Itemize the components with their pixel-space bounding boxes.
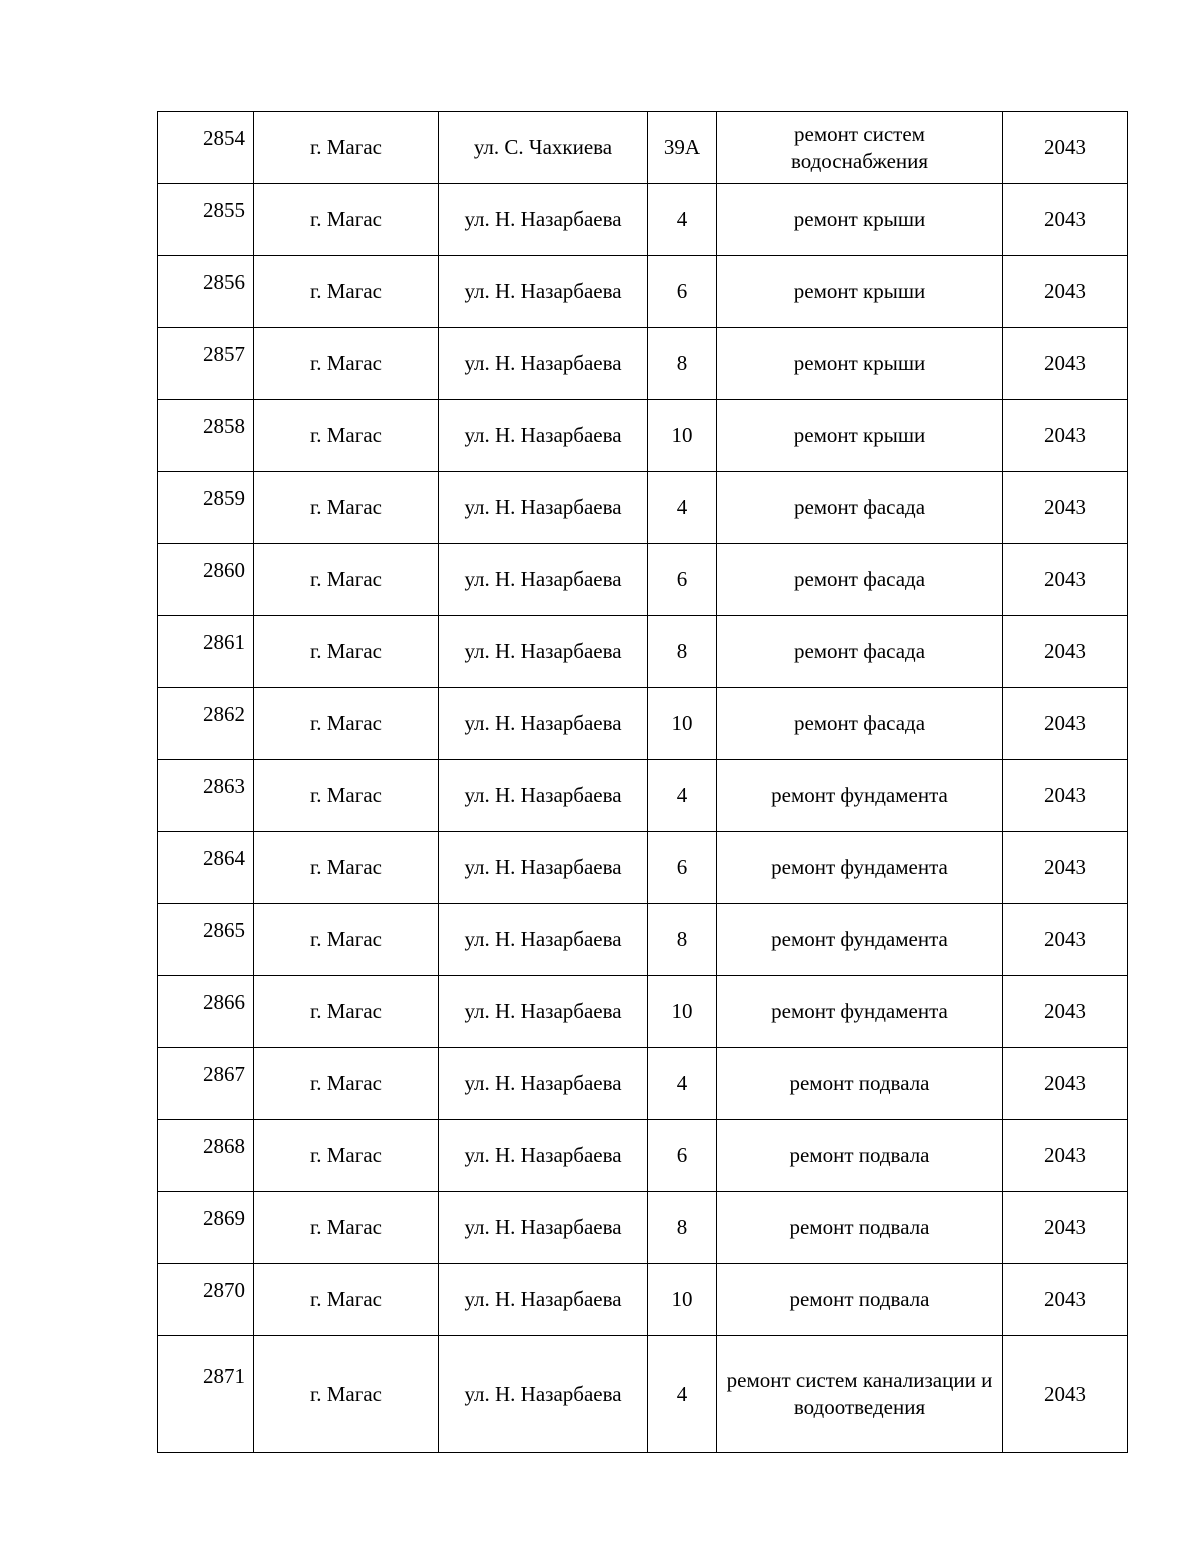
year-cell: 2043	[1003, 1120, 1128, 1192]
table-row	[158, 1264, 1128, 1336]
table-row	[158, 616, 1128, 688]
table-row	[158, 688, 1128, 760]
street-cell: ул. Н. Назарбаева	[439, 472, 648, 544]
house-number-cell: 4	[648, 1048, 717, 1120]
work-type-cell: ремонт крыши	[717, 328, 1003, 400]
work-type-cell: ремонт фасада	[717, 544, 1003, 616]
house-number-cell: 10	[648, 400, 717, 472]
table-body	[158, 112, 1128, 1453]
row-number: 2869	[158, 1192, 254, 1264]
street-cell: ул. Н. Назарбаева	[439, 976, 648, 1048]
table-row	[158, 1120, 1128, 1192]
house-number-cell: 10	[648, 976, 717, 1048]
street-cell: ул. Н. Назарбаева	[439, 904, 648, 976]
house-number-cell: 8	[648, 904, 717, 976]
row-number: 2871	[158, 1336, 254, 1453]
city-cell: г. Магас	[254, 112, 439, 184]
house-number-cell: 10	[648, 1264, 717, 1336]
house-number-cell: 8	[648, 616, 717, 688]
table-row	[158, 1192, 1128, 1264]
row-number: 2855	[158, 184, 254, 256]
year-cell: 2043	[1003, 1264, 1128, 1336]
street-cell: ул. Н. Назарбаева	[439, 1264, 648, 1336]
house-number-cell: 4	[648, 472, 717, 544]
year-cell: 2043	[1003, 760, 1128, 832]
year-cell: 2043	[1003, 472, 1128, 544]
year-cell: 2043	[1003, 976, 1128, 1048]
row-number: 2859	[158, 472, 254, 544]
table-row	[158, 544, 1128, 616]
work-type-cell: ремонт фасада	[717, 688, 1003, 760]
city-cell: г. Магас	[254, 904, 439, 976]
street-cell: ул. Н. Назарбаева	[439, 760, 648, 832]
row-number: 2868	[158, 1120, 254, 1192]
house-number-cell: 8	[648, 1192, 717, 1264]
city-cell: г. Магас	[254, 1048, 439, 1120]
row-number: 2856	[158, 256, 254, 328]
street-cell: ул. С. Чахкиева	[439, 112, 648, 184]
row-number: 2860	[158, 544, 254, 616]
work-type-cell: ремонт крыши	[717, 256, 1003, 328]
year-cell: 2043	[1003, 112, 1128, 184]
table-row	[158, 760, 1128, 832]
table-row	[158, 1336, 1128, 1453]
work-type-cell: ремонт крыши	[717, 400, 1003, 472]
year-cell: 2043	[1003, 904, 1128, 976]
row-number: 2866	[158, 976, 254, 1048]
house-number-cell: 4	[648, 760, 717, 832]
work-type-cell: ремонт фундамента	[717, 904, 1003, 976]
row-number: 2854	[158, 112, 254, 184]
street-cell: ул. Н. Назарбаева	[439, 1192, 648, 1264]
city-cell: г. Магас	[254, 616, 439, 688]
street-cell: ул. Н. Назарбаева	[439, 1120, 648, 1192]
city-cell: г. Магас	[254, 1264, 439, 1336]
row-number: 2858	[158, 400, 254, 472]
table-row	[158, 400, 1128, 472]
house-number-cell: 4	[648, 1336, 717, 1453]
row-number: 2864	[158, 832, 254, 904]
table-row	[158, 832, 1128, 904]
row-number: 2865	[158, 904, 254, 976]
year-cell: 2043	[1003, 616, 1128, 688]
street-cell: ул. Н. Назарбаева	[439, 688, 648, 760]
city-cell: г. Магас	[254, 688, 439, 760]
work-type-cell: ремонт фасада	[717, 616, 1003, 688]
work-type-cell: ремонт систем канализации и водоотведения	[717, 1336, 1003, 1453]
work-type-cell: ремонт подвала	[717, 1192, 1003, 1264]
table-row	[158, 976, 1128, 1048]
street-cell: ул. Н. Назарбаева	[439, 1048, 648, 1120]
row-number: 2867	[158, 1048, 254, 1120]
row-number: 2870	[158, 1264, 254, 1336]
city-cell: г. Магас	[254, 184, 439, 256]
city-cell: г. Магас	[254, 544, 439, 616]
year-cell: 2043	[1003, 544, 1128, 616]
city-cell: г. Магас	[254, 760, 439, 832]
table-row	[158, 256, 1128, 328]
year-cell: 2043	[1003, 256, 1128, 328]
table-row	[158, 904, 1128, 976]
city-cell: г. Магас	[254, 256, 439, 328]
row-number: 2862	[158, 688, 254, 760]
year-cell: 2043	[1003, 328, 1128, 400]
city-cell: г. Магас	[254, 832, 439, 904]
work-type-cell: ремонт подвала	[717, 1048, 1003, 1120]
row-number: 2857	[158, 328, 254, 400]
repair-schedule-table	[157, 111, 1128, 1453]
city-cell: г. Магас	[254, 1192, 439, 1264]
street-cell: ул. Н. Назарбаева	[439, 400, 648, 472]
table-row	[158, 184, 1128, 256]
year-cell: 2043	[1003, 400, 1128, 472]
house-number-cell: 39А	[648, 112, 717, 184]
work-type-cell: ремонт фундамента	[717, 832, 1003, 904]
work-type-cell: ремонт крыши	[717, 184, 1003, 256]
street-cell: ул. Н. Назарбаева	[439, 544, 648, 616]
street-cell: ул. Н. Назарбаева	[439, 1336, 648, 1453]
city-cell: г. Магас	[254, 1336, 439, 1453]
work-type-cell: ремонт систем водоснабжения	[717, 112, 1003, 184]
table-row	[158, 1048, 1128, 1120]
year-cell: 2043	[1003, 1192, 1128, 1264]
street-cell: ул. Н. Назарбаева	[439, 184, 648, 256]
work-type-cell: ремонт фундамента	[717, 760, 1003, 832]
house-number-cell: 10	[648, 688, 717, 760]
street-cell: ул. Н. Назарбаева	[439, 616, 648, 688]
table-row	[158, 112, 1128, 184]
work-type-cell: ремонт фундамента	[717, 976, 1003, 1048]
row-number: 2863	[158, 760, 254, 832]
row-number: 2861	[158, 616, 254, 688]
city-cell: г. Магас	[254, 400, 439, 472]
city-cell: г. Магас	[254, 1120, 439, 1192]
year-cell: 2043	[1003, 832, 1128, 904]
year-cell: 2043	[1003, 1048, 1128, 1120]
house-number-cell: 6	[648, 1120, 717, 1192]
house-number-cell: 8	[648, 328, 717, 400]
table-row	[158, 472, 1128, 544]
city-cell: г. Магас	[254, 976, 439, 1048]
work-type-cell: ремонт подвала	[717, 1264, 1003, 1336]
house-number-cell: 6	[648, 256, 717, 328]
year-cell: 2043	[1003, 184, 1128, 256]
house-number-cell: 6	[648, 544, 717, 616]
city-cell: г. Магас	[254, 472, 439, 544]
house-number-cell: 4	[648, 184, 717, 256]
street-cell: ул. Н. Назарбаева	[439, 256, 648, 328]
work-type-cell: ремонт подвала	[717, 1120, 1003, 1192]
year-cell: 2043	[1003, 1336, 1128, 1453]
street-cell: ул. Н. Назарбаева	[439, 328, 648, 400]
house-number-cell: 6	[648, 832, 717, 904]
year-cell: 2043	[1003, 688, 1128, 760]
table-row	[158, 328, 1128, 400]
street-cell: ул. Н. Назарбаева	[439, 832, 648, 904]
work-type-cell: ремонт фасада	[717, 472, 1003, 544]
city-cell: г. Магас	[254, 328, 439, 400]
